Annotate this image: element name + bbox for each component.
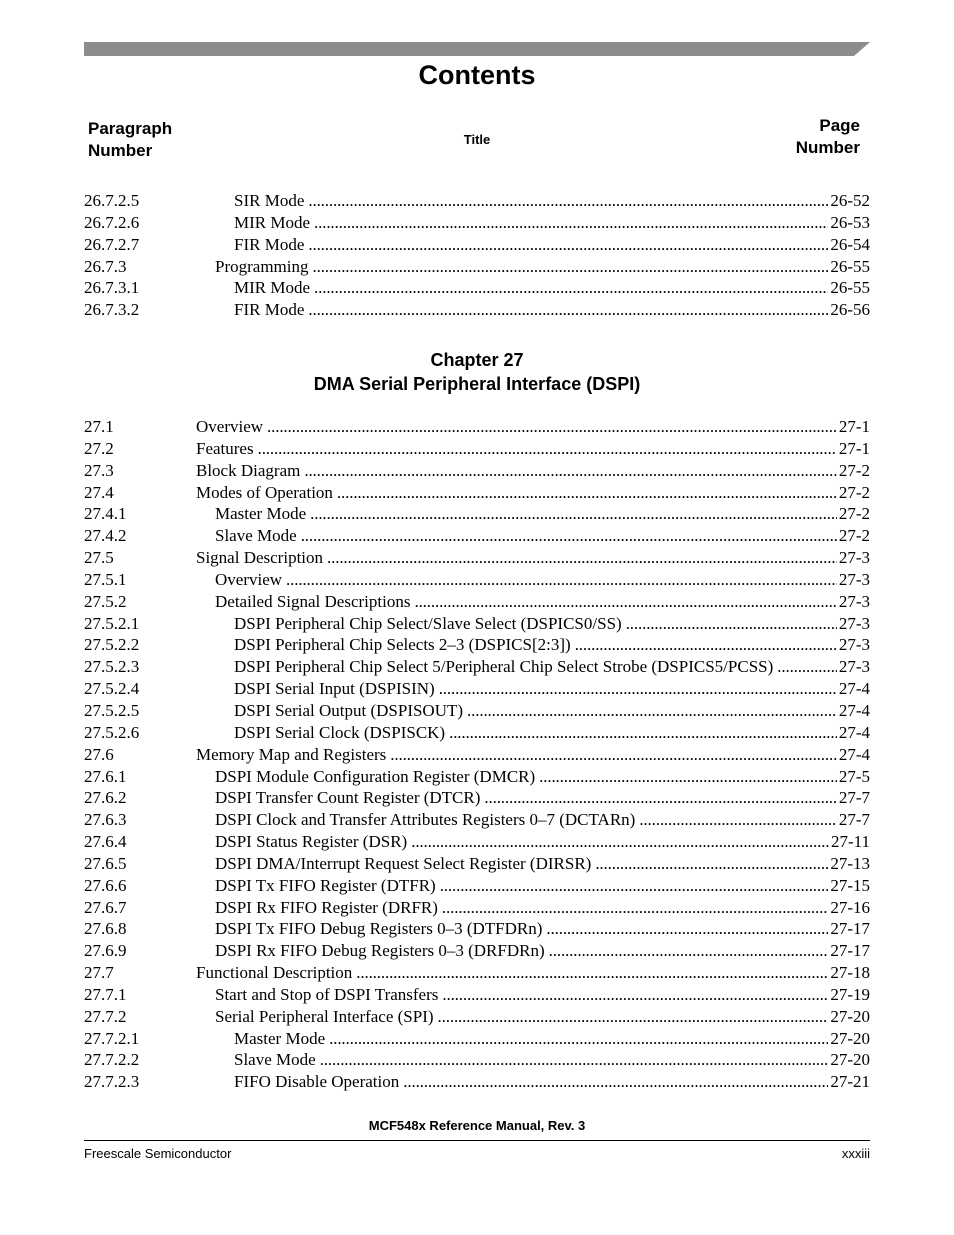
toc-entry-title: DSPI DMA/Interrupt Request Select Register (DIRSR): [215, 853, 592, 873]
dot-leader: [308, 234, 828, 256]
dot-leader: [314, 277, 828, 299]
toc-entry-body: [234, 722, 870, 744]
title-header: Title: [463, 132, 491, 147]
footer-divider: [84, 1140, 870, 1141]
toc-entry-body: [215, 525, 870, 547]
dot-leader: [549, 940, 829, 962]
toc-entry-page: 27-4: [838, 722, 870, 742]
toc-section-27: [84, 416, 870, 1093]
toc-entry-number: 27.7.2.2: [84, 1050, 140, 1070]
dot-leader: [440, 875, 829, 897]
toc-entry-body: [234, 656, 870, 678]
toc-entry[interactable]: [84, 190, 870, 212]
toc-entry-title: FIR Mode: [234, 300, 305, 320]
toc-entry-page: 26-52: [830, 191, 870, 210]
toc-entry-page: 27-5: [838, 766, 870, 786]
dot-leader: [337, 482, 837, 504]
toc-entry-number: 27.4: [84, 482, 114, 502]
toc-entry-body: [234, 613, 870, 635]
dot-leader: [313, 256, 829, 278]
toc-entry-number: 27.6.6: [84, 875, 127, 895]
toc-entry[interactable]: [84, 918, 870, 940]
toc-entry-body: [215, 831, 870, 853]
toc-entry-body: [215, 1006, 870, 1028]
toc-entry[interactable]: [84, 299, 870, 321]
toc-entry-number: 27.5.2.6: [84, 722, 140, 742]
footer-page-number: xxxiii: [841, 1146, 870, 1161]
toc-entry-body: [234, 1071, 870, 1093]
dot-leader: [314, 212, 828, 234]
dot-leader: [304, 460, 836, 482]
toc-entry-page: 27-21: [830, 1072, 870, 1092]
toc-entry[interactable]: [84, 787, 870, 809]
toc-entry-title: Serial Peripheral Interface (SPI): [215, 1006, 434, 1026]
toc-entry-title: DSPI Peripheral Chip Select 5/Peripheral Chip Select Strobe (DSPICS5/PCSS): [234, 657, 774, 677]
toc-entry-page: 27-11: [830, 832, 870, 852]
page-number-header-text: Page Number: [795, 116, 860, 157]
toc-entry-page: 27-19: [830, 984, 870, 1004]
toc-entry[interactable]: [84, 962, 870, 984]
dot-leader: [546, 918, 828, 940]
toc-entry-page: 27-18: [830, 963, 870, 983]
toc-entry-number: 26.7.3.1: [84, 278, 140, 298]
toc-entry-title: DSPI Status Register (DSR): [215, 832, 408, 852]
toc-entry[interactable]: [84, 460, 870, 482]
toc-entry-body: [196, 438, 870, 460]
toc-entry-number: 27.4.2: [84, 526, 127, 546]
toc-entry-page: 27-4: [838, 744, 870, 764]
toc-entry-number: 27.6.7: [84, 897, 127, 917]
dot-leader: [575, 634, 837, 656]
page-number-header: [796, 115, 860, 159]
toc-entry-body: [196, 547, 870, 569]
toc-entry-number: 27.5.2.1: [84, 613, 140, 633]
toc-entry-title: Overview: [215, 569, 283, 589]
dot-leader: [286, 569, 837, 591]
toc-entry[interactable]: [84, 234, 870, 256]
toc-entry[interactable]: [84, 809, 870, 831]
toc-entry-body: [196, 744, 870, 766]
toc-entry-body: [215, 591, 870, 613]
toc-entry-title: Master Mode: [234, 1028, 326, 1048]
toc-entry-title: Modes of Operation: [196, 482, 333, 502]
toc-entry-number: 27.6.3: [84, 810, 127, 830]
footer-company: Freescale Semiconductor: [84, 1146, 232, 1161]
toc-entry-body: [215, 809, 870, 831]
toc-entry-page: 27-4: [838, 700, 870, 720]
toc-entry-page: 27-17: [830, 941, 870, 961]
toc-entry-number: 27.5.2.2: [84, 635, 140, 655]
toc-entry[interactable]: [84, 256, 870, 278]
toc-entry-page: 27-7: [838, 810, 870, 830]
toc-entry[interactable]: [84, 634, 870, 656]
toc-entry-number: 27.6.4: [84, 832, 127, 852]
toc-entry-title: DSPI Clock and Transfer Attributes Registers 0–7 (DCTARn): [215, 810, 636, 830]
toc-entry[interactable]: [84, 525, 870, 547]
dot-leader: [320, 1049, 829, 1071]
toc-entry-number: 26.7.2.7: [84, 234, 140, 254]
dot-leader: [390, 744, 837, 766]
toc-entry[interactable]: [84, 984, 870, 1006]
dot-leader: [258, 438, 837, 460]
toc-entry-title: MIR Mode: [234, 212, 311, 232]
toc-entry-number: 27.7: [84, 963, 114, 983]
toc-entry-page: 27-1: [838, 417, 870, 436]
toc-entry-number: 27.6.2: [84, 788, 127, 808]
toc-entry-title: Memory Map and Registers: [196, 744, 387, 764]
toc-entry-title: DSPI Serial Input (DSPISIN): [234, 679, 435, 699]
toc-entry-body: [234, 700, 870, 722]
toc-entry-page: 27-3: [838, 591, 870, 611]
toc-entry-number: 26.7.3: [84, 256, 127, 276]
toc-entry-title: Detailed Signal Descriptions: [215, 591, 411, 611]
toc-entry[interactable]: [84, 438, 870, 460]
toc-entry-page: 27-2: [838, 504, 870, 524]
toc-entry-body: [234, 1049, 870, 1071]
toc-entry-title: Start and Stop of DSPI Transfers: [215, 984, 439, 1004]
header-bar: [84, 42, 870, 56]
toc-entry-number: 27.1: [84, 417, 114, 436]
toc-entry-number: 27.5.2.4: [84, 679, 140, 699]
toc-entry-body: [215, 766, 870, 788]
toc-entry-number: 27.3: [84, 460, 114, 480]
toc-entry-number: 27.2: [84, 438, 114, 458]
toc-entry[interactable]: [84, 569, 870, 591]
toc-entry-number: 27.4.1: [84, 504, 127, 524]
toc-entry-title: DSPI Module Configuration Register (DMCR): [215, 766, 536, 786]
toc-entry-page: 26-56: [830, 300, 870, 320]
toc-entry-number: 27.5.2: [84, 591, 127, 611]
dot-leader: [467, 700, 837, 722]
toc-entry-title: DSPI Rx FIFO Register (DRFR): [215, 897, 438, 917]
toc-entry[interactable]: [84, 875, 870, 897]
dot-leader: [449, 722, 837, 744]
toc-entry[interactable]: [84, 591, 870, 613]
toc-entry-page: 27-15: [830, 875, 870, 895]
toc-entry-page: 26-54: [830, 234, 870, 254]
toc-entry-page: 27-17: [830, 919, 870, 939]
toc-entry-title: FIR Mode: [234, 234, 305, 254]
dot-leader: [626, 613, 837, 635]
toc-entry-number: 27.7.2.1: [84, 1028, 140, 1048]
dot-leader: [403, 1071, 828, 1093]
toc-entry-number: 27.6.8: [84, 919, 127, 939]
toc-entry-body: [234, 678, 870, 700]
toc-entry[interactable]: [84, 940, 870, 962]
dot-leader: [327, 547, 837, 569]
dot-leader: [438, 1006, 829, 1028]
toc-entry-number: 27.5.2.3: [84, 657, 140, 677]
dot-leader: [267, 416, 837, 438]
toc-entry-page: 26-55: [830, 256, 870, 276]
toc-entry[interactable]: [84, 482, 870, 504]
toc-entry-number: 27.5: [84, 548, 114, 568]
toc-entry-title: DSPI Peripheral Chip Selects 2–3 (DSPICS[2:3]): [234, 635, 571, 655]
toc-entry-page: 27-16: [830, 897, 870, 917]
toc-entry-number: 27.6: [84, 744, 114, 764]
toc-entry-page: 27-1: [838, 438, 870, 458]
toc-entry[interactable]: [84, 656, 870, 678]
toc-entry-body: [196, 962, 870, 984]
toc-entry-number: 26.7.3.2: [84, 300, 140, 320]
toc-entry-number: 27.6.5: [84, 853, 127, 873]
dot-leader: [442, 897, 828, 919]
toc-entry[interactable]: [84, 212, 870, 234]
toc-entry-body: [196, 460, 870, 482]
manual-title: MCF548x Reference Manual, Rev. 3: [368, 1118, 586, 1133]
toc-entry-page: 27-3: [838, 569, 870, 589]
toc-entry-body: [215, 787, 870, 809]
toc-entry-title: Master Mode: [215, 504, 307, 524]
toc-entry-page: 27-20: [830, 1050, 870, 1070]
toc-entry-title: Signal Description: [196, 548, 324, 568]
dot-leader: [301, 525, 837, 547]
chapter-label: Chapter 27: [430, 350, 524, 370]
toc-entry-title: DSPI Tx FIFO Register (DTFR): [215, 875, 436, 895]
toc-entry-body: [215, 853, 870, 875]
toc-entry-body: [234, 190, 870, 212]
toc-entry-body: [215, 569, 870, 591]
toc-entry[interactable]: [84, 678, 870, 700]
paragraph-number-header-text: Paragraph Number: [88, 119, 173, 160]
toc-entry-title: DSPI Rx FIFO Debug Registers 0–3 (DRFDRn): [215, 941, 545, 961]
toc-entry-page: 27-3: [838, 613, 870, 633]
toc-entry-page: 27-3: [838, 657, 870, 677]
dot-leader: [595, 853, 828, 875]
toc-entry-title: DSPI Serial Output (DSPISOUT): [234, 700, 464, 720]
toc-entry-page: 27-2: [838, 526, 870, 546]
toc-entry[interactable]: [84, 1006, 870, 1028]
toc-entry-body: [196, 416, 870, 438]
toc-entry-title: MIR Mode: [234, 278, 311, 298]
toc-entry-number: 26.7.2.5: [84, 191, 140, 210]
toc-entry-number: 27.7.2.3: [84, 1072, 140, 1092]
dot-leader: [442, 984, 828, 1006]
chapter-title: DMA Serial Peripheral Interface (DSPI): [313, 374, 641, 394]
toc-entry-title: Overview: [196, 417, 264, 436]
toc-entry-body: [234, 212, 870, 234]
toc-entry-body: [234, 299, 870, 321]
toc-entry[interactable]: [84, 1071, 870, 1093]
toc-entry-body: [215, 256, 870, 278]
dot-leader: [411, 831, 829, 853]
toc-entry-title: Programming: [215, 256, 309, 276]
toc-entry-title: Features: [196, 438, 254, 458]
toc-entry-number: 26.7.2.6: [84, 212, 140, 232]
dot-leader: [329, 1028, 828, 1050]
toc-entry-title: Block Diagram: [196, 460, 301, 480]
dot-leader: [439, 678, 837, 700]
toc-entry[interactable]: [84, 277, 870, 299]
toc-entry[interactable]: [84, 744, 870, 766]
dot-leader: [639, 809, 837, 831]
toc-entry-title: Functional Description: [196, 963, 353, 983]
toc-entry-title: DSPI Peripheral Chip Select/Slave Select (DSPICS0/SS): [234, 613, 622, 633]
toc-entry-body: [234, 634, 870, 656]
toc-entry-number: 27.5.2.5: [84, 700, 140, 720]
toc-entry[interactable]: [84, 1049, 870, 1071]
dot-leader: [310, 503, 837, 525]
toc-entry[interactable]: [84, 700, 870, 722]
toc-entry[interactable]: [84, 766, 870, 788]
toc-entry-title: Slave Mode: [215, 526, 297, 546]
toc-entry-body: [215, 918, 870, 940]
toc-entry-page: 27-3: [838, 635, 870, 655]
toc-entry-body: [234, 234, 870, 256]
toc-entry[interactable]: [84, 503, 870, 525]
toc-section-26: [84, 190, 870, 321]
toc-entry-title: SIR Mode: [234, 191, 305, 210]
toc-entry-page: 27-2: [838, 482, 870, 502]
toc-entry-page: 26-53: [830, 212, 870, 232]
toc-entry-page: 27-3: [838, 548, 870, 568]
toc-entry-number: 27.6.1: [84, 766, 127, 786]
toc-entry[interactable]: [84, 722, 870, 744]
toc-entry[interactable]: [84, 853, 870, 875]
toc-entry[interactable]: [84, 547, 870, 569]
toc-entry-title: DSPI Tx FIFO Debug Registers 0–3 (DTFDRn): [215, 919, 543, 939]
toc-entry[interactable]: [84, 416, 870, 438]
toc-entry-body: [215, 875, 870, 897]
toc-entry-page: 26-55: [830, 278, 870, 298]
toc-entry-page: 27-2: [838, 460, 870, 480]
toc-entry[interactable]: [84, 897, 870, 919]
toc-entry-page: 27-4: [838, 679, 870, 699]
toc-entry-body: [215, 503, 870, 525]
toc-entry-number: 27.5.1: [84, 569, 127, 589]
dot-leader: [308, 190, 828, 212]
toc-entry-page: 27-13: [830, 853, 870, 873]
toc-entry-title: Slave Mode: [234, 1050, 316, 1070]
toc-entry[interactable]: [84, 613, 870, 635]
toc-entry-page: 27-20: [830, 1006, 870, 1026]
toc-entry-page: 27-7: [838, 788, 870, 808]
toc-entry-number: 27.7.1: [84, 984, 127, 1004]
toc-entry-body: [215, 940, 870, 962]
dot-leader: [414, 591, 836, 613]
toc-entry-number: 27.6.9: [84, 941, 127, 961]
toc-entry[interactable]: [84, 831, 870, 853]
toc-entry-body: [215, 984, 870, 1006]
toc-entry-page: 27-20: [830, 1028, 870, 1048]
dot-leader: [539, 766, 837, 788]
toc-entry-body: [215, 897, 870, 919]
page-title: Contents: [418, 60, 536, 90]
dot-leader: [308, 299, 828, 321]
toc-entry-title: FIFO Disable Operation: [234, 1072, 400, 1092]
toc-entry-body: [234, 1028, 870, 1050]
dot-leader: [484, 787, 836, 809]
toc-entry-number: 27.7.2: [84, 1006, 127, 1026]
toc-entry-title: DSPI Serial Clock (DSPISCK): [234, 722, 446, 742]
toc-entry-body: [196, 482, 870, 504]
toc-entry-title: DSPI Transfer Count Register (DTCR): [215, 788, 481, 808]
toc-entry[interactable]: [84, 1028, 870, 1050]
dot-leader: [777, 656, 837, 678]
toc-entry-body: [234, 277, 870, 299]
dot-leader: [356, 962, 828, 984]
